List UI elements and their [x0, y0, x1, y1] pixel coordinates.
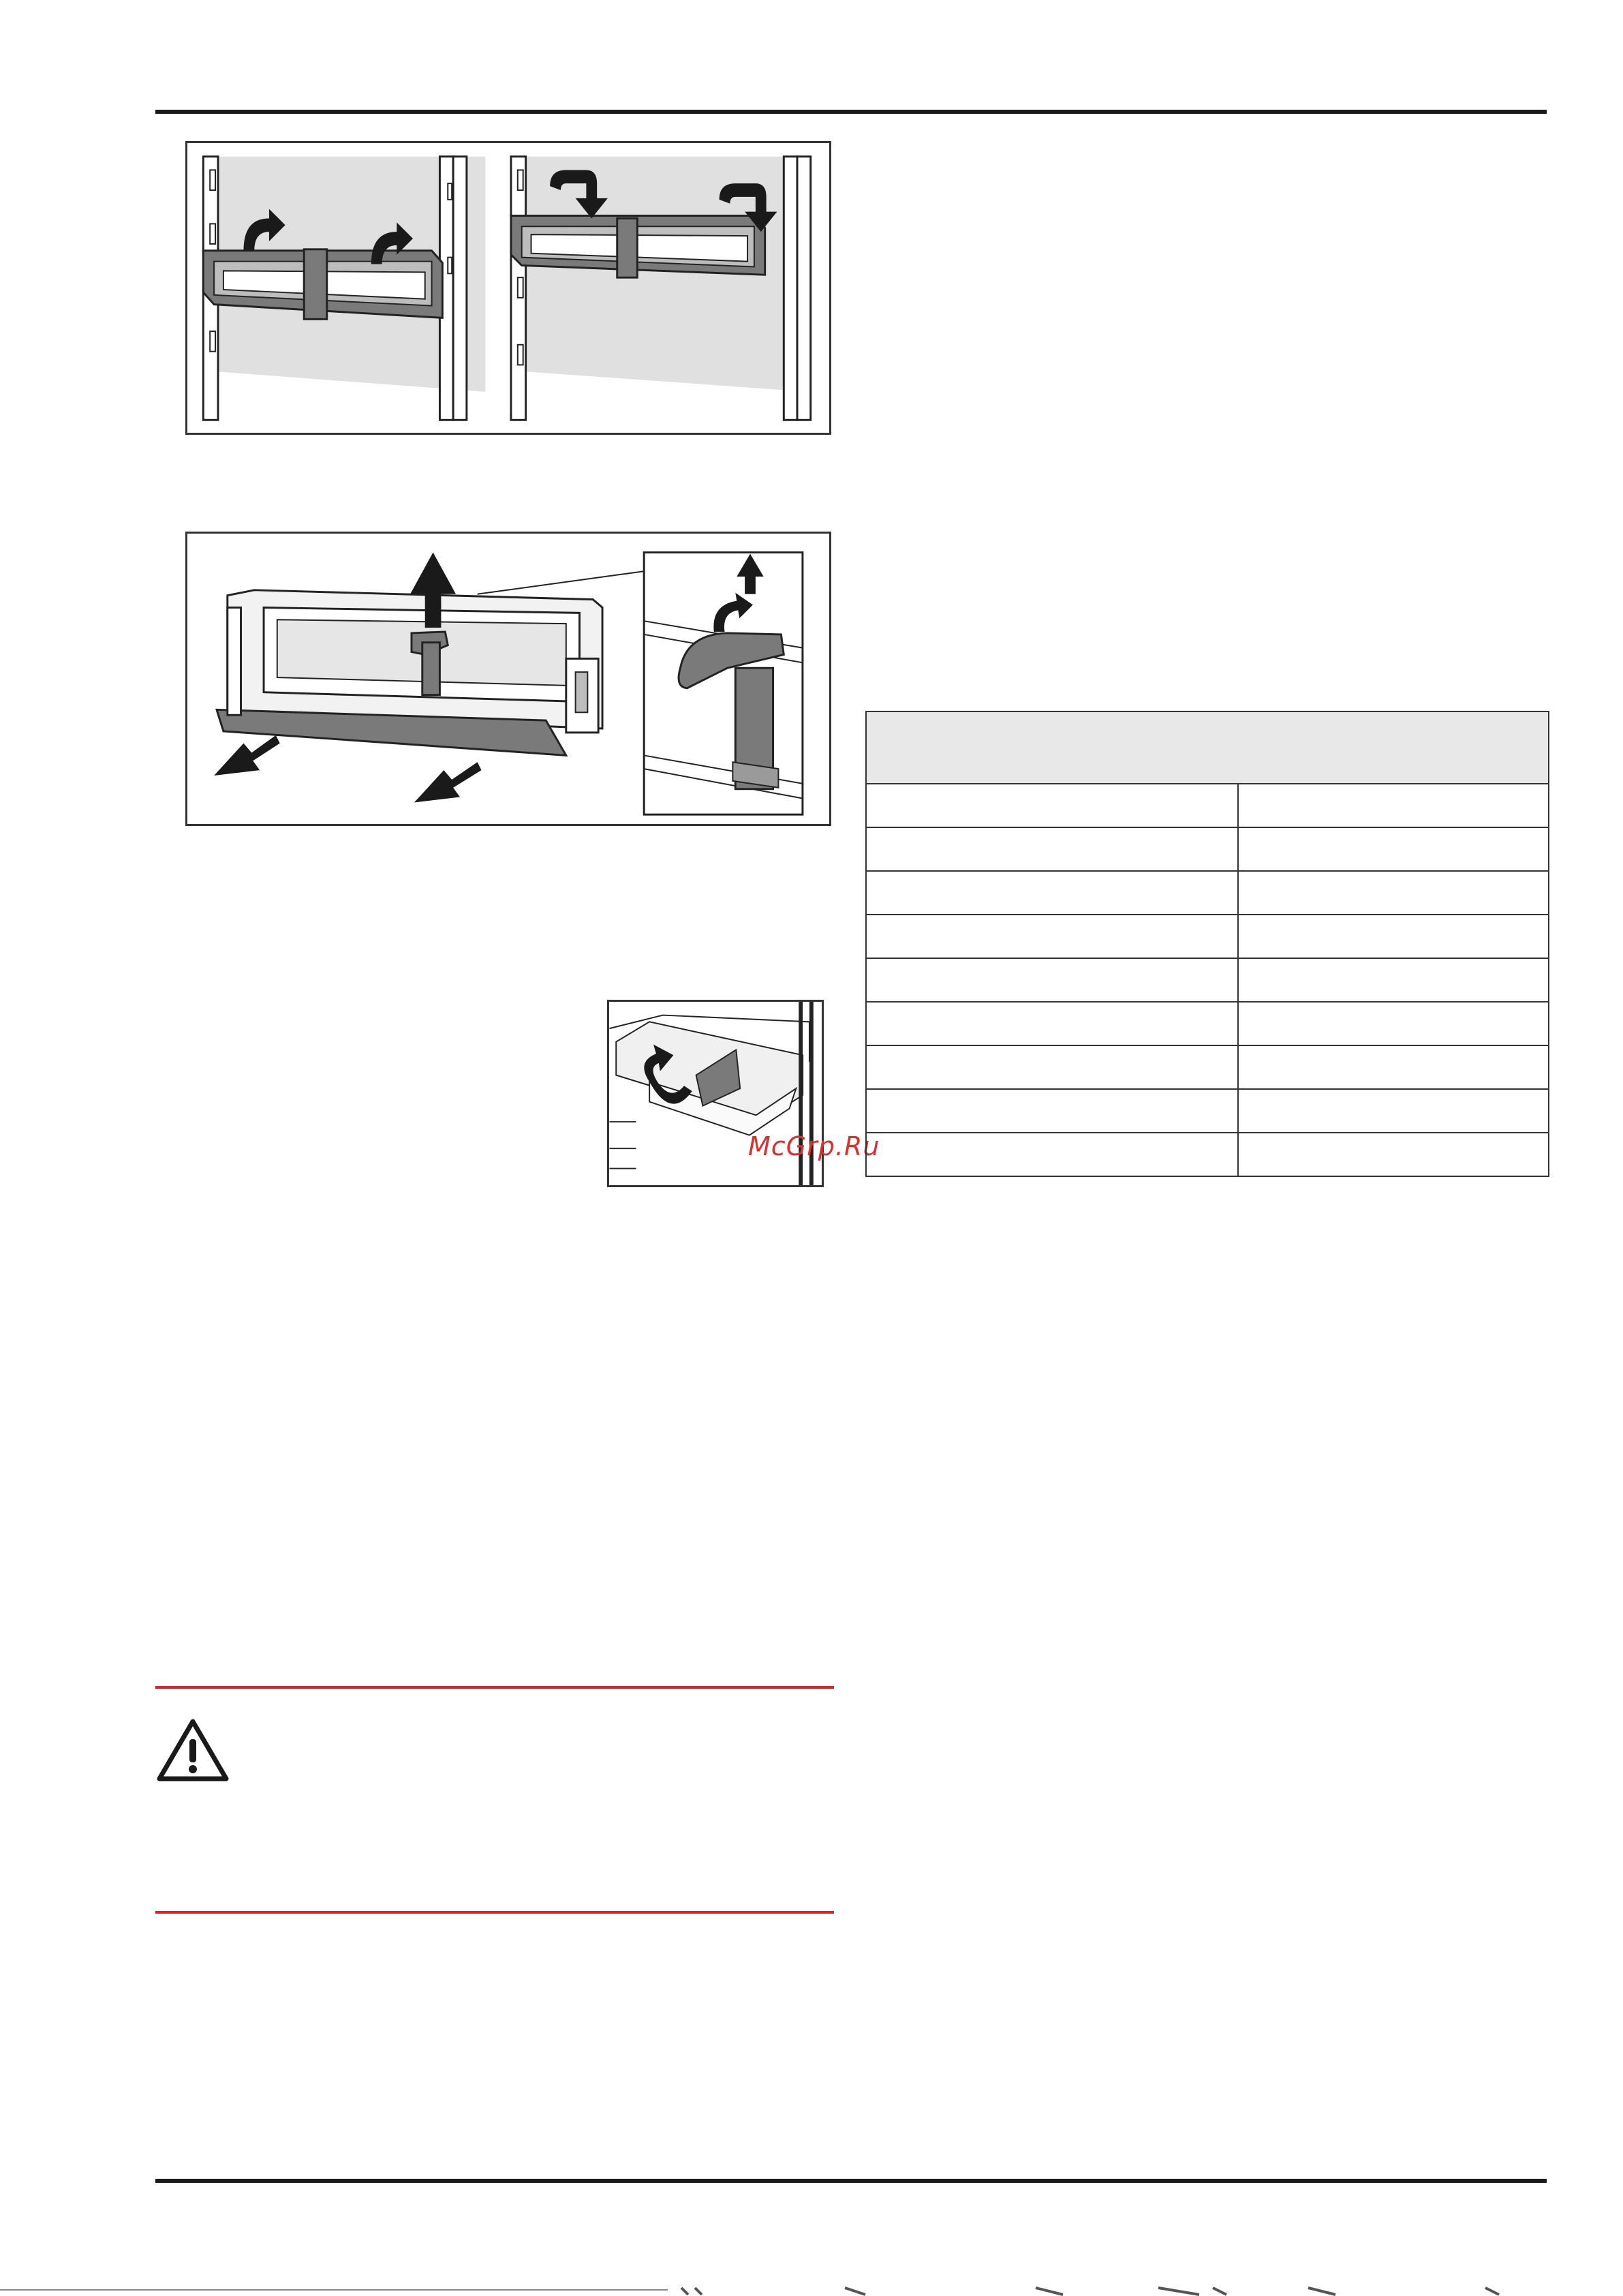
warning-top-rule: [155, 1686, 834, 1689]
outward-arrow-icon: [414, 762, 482, 802]
shelf-bar-removal-illustration: [187, 534, 829, 824]
table-cell: [1239, 1002, 1548, 1045]
table-cell: [867, 959, 1239, 1001]
table-row: [867, 784, 1548, 828]
table-row: [867, 1002, 1548, 1046]
table-cell: [1239, 828, 1548, 870]
table-cell: [1239, 872, 1548, 914]
table-row: [867, 872, 1548, 915]
insert-panel-right: [511, 157, 811, 420]
table-row: [867, 1090, 1548, 1133]
table-cell: [867, 915, 1239, 958]
data-table: [865, 711, 1549, 1177]
table-row: [867, 1133, 1548, 1176]
table-cell: [867, 1133, 1239, 1176]
table-cell: [1239, 1046, 1548, 1088]
table-cell: [1239, 959, 1548, 1001]
table-cell: [1239, 784, 1548, 827]
table-cell: [867, 1002, 1239, 1045]
table-cell: [1239, 1133, 1548, 1176]
removal-main-view: [214, 553, 644, 803]
shelf-bar-insert-figure: [185, 141, 831, 435]
warning-triangle-icon: [155, 1716, 230, 1784]
table-cell: [867, 784, 1239, 827]
header-rule: [155, 110, 1547, 114]
table-cell: [1239, 1090, 1548, 1132]
table-row: [867, 828, 1548, 872]
shelf-bar-insert-illustration: [187, 143, 829, 433]
insert-panel-left: [202, 155, 491, 420]
footer-scan-artifacts: [0, 2285, 1623, 2296]
shelf-bar-removal-figure: [185, 532, 831, 826]
warning-bottom-rule: [155, 1911, 834, 1914]
table-row: [867, 1046, 1548, 1090]
table-row: [867, 915, 1548, 959]
table-cell: [867, 1090, 1239, 1132]
watermark: McGrp.Ru: [748, 1131, 880, 1161]
table-header: [867, 712, 1548, 784]
footer-rule: [155, 2179, 1547, 2183]
table-cell: [867, 828, 1239, 870]
removal-detail-inset: [644, 553, 803, 815]
table-cell: [867, 1046, 1239, 1088]
table-cell: [867, 872, 1239, 914]
table-row: [867, 959, 1548, 1002]
table-cell: [1239, 915, 1548, 958]
outward-arrow-icon: [214, 735, 280, 776]
